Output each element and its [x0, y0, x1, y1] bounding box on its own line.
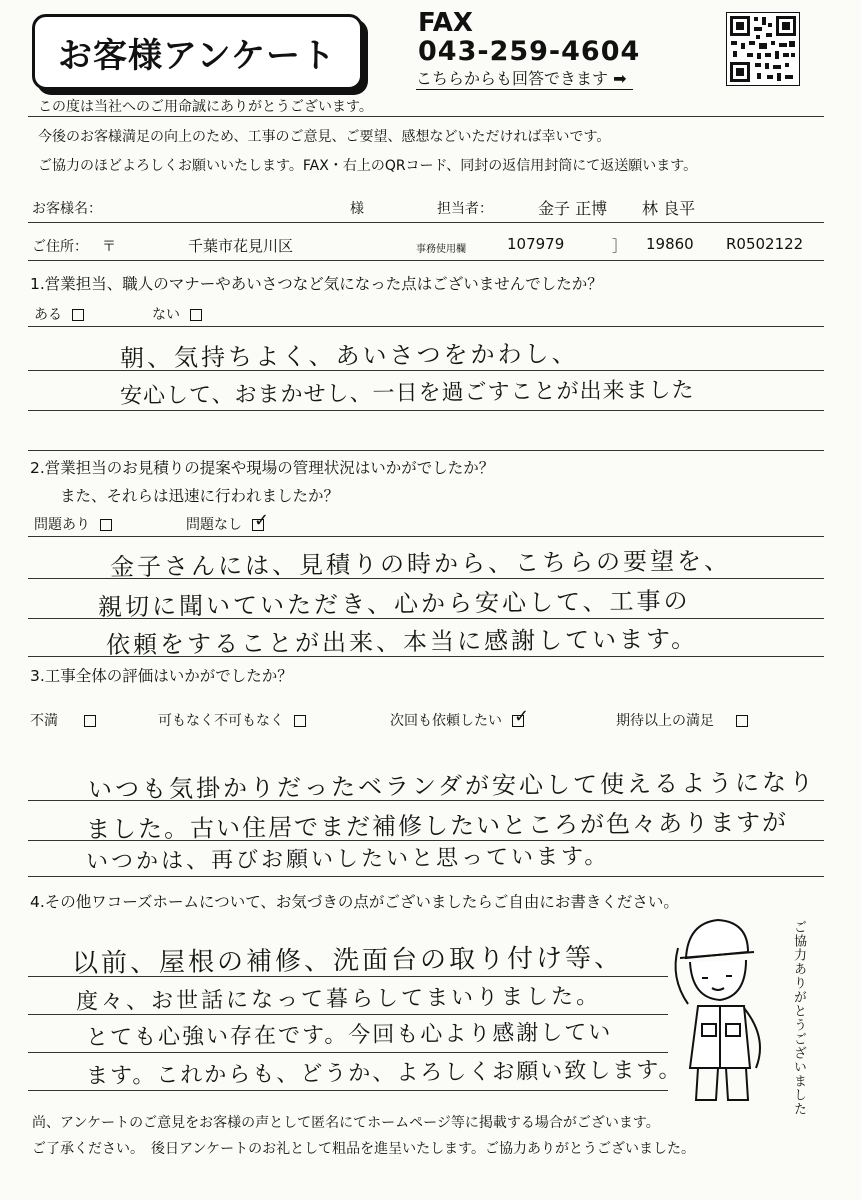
q3-option-3-label: 次回も依頼したい: [390, 713, 502, 729]
office-use-label: 事務使用欄: [416, 244, 466, 255]
q3-checkbox-4[interactable]: [736, 715, 748, 727]
postal-mark: 〒: [102, 239, 116, 255]
answer-rule: [28, 876, 824, 877]
divider: [28, 222, 824, 223]
q2-option-problem-label: 問題あり: [34, 517, 90, 533]
qr-code-icon: [727, 13, 799, 85]
q3-answer-line-2: ました。古い住居でまだ補修したいところが色々ありますが: [85, 808, 789, 844]
intro-line-3: ご協力のほどよろしくお願いいたします。FAX・右上のQRコード、同封の返信用封筒にて返送願います。: [38, 158, 698, 174]
footer-line-1: 尚、アンケートのご意見をお客様の声として匿名にてホームページ等に掲載する場合がございます。: [32, 1115, 660, 1131]
answer-rule: [28, 1090, 668, 1091]
q3-option-again[interactable]: [390, 706, 530, 730]
divider: [28, 260, 824, 261]
q3-checkbox-2[interactable]: [294, 715, 306, 727]
q3-option-exceeded[interactable]: [616, 710, 748, 730]
q2-answer-line-2: 親切に聞いていただき、心から安心して、工事の: [97, 586, 691, 622]
answer-rule: [28, 656, 824, 657]
divider: [28, 536, 824, 537]
question-3: 3.工事全体の評価はいかがでしたか？: [30, 667, 293, 685]
address-label: ご住所：: [32, 239, 88, 255]
office-code-1: 107979: [507, 235, 565, 253]
intro-line-2: 今後のお客様満足の向上のため、工事のご意見、ご要望、感想などいただければ幸いです。: [38, 129, 611, 145]
fax-number: 043-259-4604: [418, 36, 641, 67]
thank-you-vertical-text: ご協力ありがとうございました: [791, 920, 806, 1116]
q1-checkbox-no[interactable]: [190, 309, 202, 321]
q3-answer-line-1: いつも気掛かりだったベランダが安心して使えるようになり: [87, 768, 817, 804]
check-mark-icon: ✓: [254, 510, 270, 531]
q3-option-dissatisfied[interactable]: [30, 710, 96, 730]
footer-line-2: ご了承ください。 後日アンケートのお礼として粗品を進呈いたします。ご協力ありがとうございました。: [32, 1141, 696, 1157]
answer-rule: [28, 370, 824, 371]
q2-checkbox-problem[interactable]: [100, 519, 112, 531]
q1-answer-line-2: 安心して、おまかせし、一日を過ごすことが出来ました: [119, 377, 695, 410]
worker-mascot-illustration: [668, 908, 778, 1108]
q2-answer-line-3: 依頼をすることが出来、本当に感謝しています。: [105, 624, 699, 660]
intro-line-1: この度は当社へのご用命誠にありがとうございます。: [38, 99, 373, 115]
office-code-3: R0502122: [726, 235, 804, 253]
answer-rule: [28, 1052, 668, 1053]
q4-answer-line-4: ます。これからも、どうか、よろしくお願い致します。: [85, 1057, 683, 1090]
staff-label: 担当者：: [437, 201, 493, 217]
q2-option-noproblem[interactable]: [186, 510, 270, 534]
q2-checkbox-noproblem[interactable]: [252, 510, 270, 531]
q2-option-problem[interactable]: [34, 514, 112, 534]
staff-name-1: 金子 正博: [538, 199, 608, 218]
fax-note: [416, 66, 633, 90]
answer-rule: [28, 410, 824, 411]
address-value: 千葉市花見川区: [188, 237, 294, 255]
q3-answer-line-3: いつかは、再びお願いしたいと思っています。: [85, 844, 610, 875]
survey-title: お客様アンケート: [58, 36, 336, 76]
office-code-2: 19860: [646, 235, 694, 253]
q3-option-neutral[interactable]: [158, 710, 306, 730]
customer-name-label: お客様名：: [32, 201, 102, 217]
q1-checkbox-yes[interactable]: [72, 309, 84, 321]
q4-answer-line-3: とても心強い存在です。今回も心より感謝してい: [85, 1020, 613, 1051]
question-1: 1.営業担当、職人のマナーやあいさつなど気になった点はございませんでしたか？: [30, 275, 603, 293]
answer-rule: [28, 618, 824, 619]
q1-option-no[interactable]: [152, 304, 202, 324]
answer-rule: [28, 578, 824, 579]
divider: [28, 116, 824, 117]
question-2-line-2: また、それらは迅速に行われましたか？: [60, 487, 340, 505]
q3-option-2-label: 可もなく不可もなく: [158, 713, 284, 729]
q1-option-yes-label: ある: [34, 307, 62, 323]
q2-answer-line-1: 金子さんには、見積りの時から、こちらの要望を、: [109, 546, 732, 582]
answer-rule: [28, 976, 668, 977]
office-bracket: ］: [612, 237, 628, 255]
fax-label: FAX: [418, 8, 473, 38]
customer-honorific: 様: [350, 201, 364, 217]
q3-option-4-label: 期待以上の満足: [616, 713, 714, 729]
q1-option-yes[interactable]: [34, 304, 84, 324]
qr-code[interactable]: [726, 12, 800, 86]
question-2-line-1: 2.営業担当のお見積りの提案や現場の管理状況はいかがでしたか？: [30, 459, 495, 477]
arrow-right-icon: ➡: [613, 69, 627, 88]
answer-rule: [28, 800, 824, 801]
q3-checkbox-1[interactable]: [84, 715, 96, 727]
question-4: 4.その他ワコーズホームについて、お気づきの点がございましたらご自由にお書きください。: [30, 893, 679, 911]
q4-answer-line-2: 度々、お世話になって暮らしてまいりました。: [75, 984, 602, 1015]
q4-answer-line-1: 以前、屋根の補修、洗面台の取り付け等、: [71, 943, 624, 979]
fax-note-text: こちらからも回答できます: [416, 69, 609, 88]
q3-checkbox-3[interactable]: [512, 706, 530, 727]
q1-answer-line-1: 朝、気持ちよく、あいさつをかわし、: [119, 339, 579, 373]
q1-option-no-label: ない: [152, 307, 180, 323]
q2-option-noproblem-label: 問題なし: [186, 517, 242, 533]
check-mark-icon: ✓: [514, 706, 530, 727]
answer-rule: [28, 450, 824, 451]
q3-option-1-label: 不満: [30, 713, 58, 729]
divider: [28, 326, 824, 327]
staff-name-2: 林 良平: [642, 199, 696, 218]
